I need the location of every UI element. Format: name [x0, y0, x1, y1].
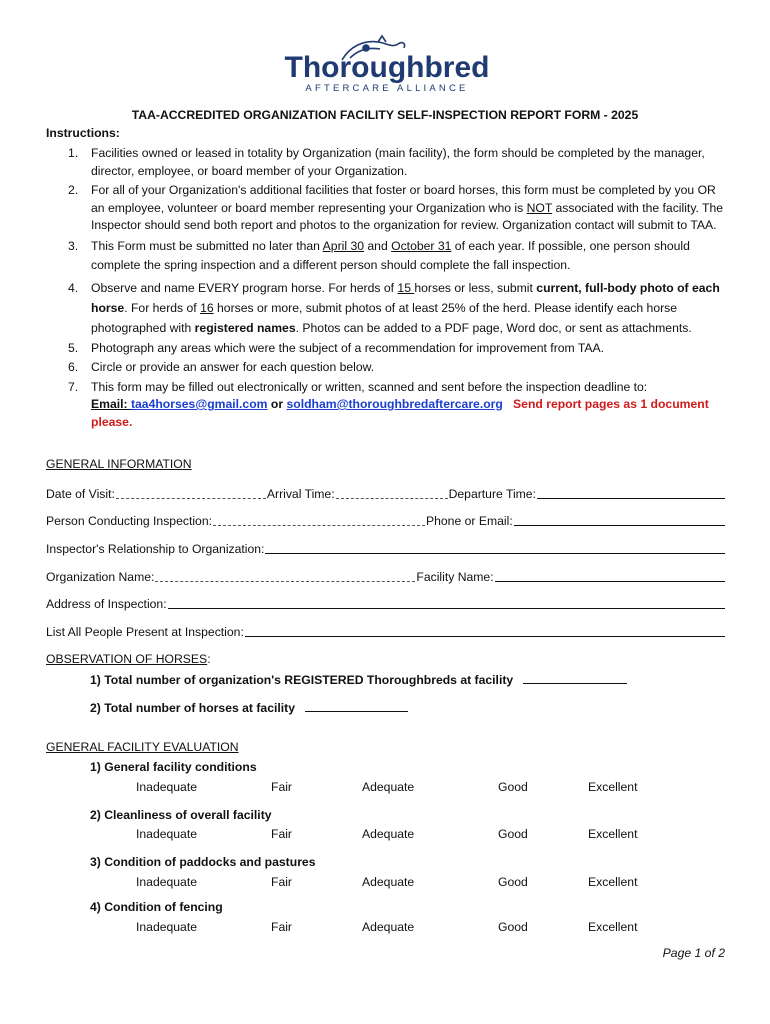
instruction-item: 5. Photograph any areas which were the subject of a recommendation for improvement from TAA.: [68, 340, 605, 355]
date-of-visit-field[interactable]: [116, 486, 266, 499]
person-row: Person Conducting Inspection: Phone or Email:: [46, 513, 726, 528]
logo-subtitle: AFTERCARE ALLIANCE: [305, 83, 469, 94]
email-label: Email:: [91, 397, 131, 411]
send-note: Send report pages as 1 document please.: [91, 397, 709, 429]
rating-inadequate[interactable]: Inadequate: [136, 827, 197, 841]
relationship-row: Inspector's Relationship to Organization:: [46, 541, 726, 556]
instructions-heading: Instructions:: [46, 126, 120, 140]
rating-adequate[interactable]: Adequate: [362, 780, 415, 794]
email-link-soldham[interactable]: soldham@thoroughbredaftercare.org: [286, 397, 503, 411]
eval-question-1: 1) General facility conditions: [90, 760, 257, 774]
eval-question-4: 4) Condition of fencing: [90, 900, 223, 914]
instruction-item: 3. This Form must be submitted no later than April 30 and October 31 of each year. If possible, one person should complete the spring inspection and a different person should complete the fall inspection.: [68, 238, 690, 272]
registered-count-field[interactable]: [523, 673, 627, 684]
form-title: TAA-ACCREDITED ORGANIZATION FACILITY SELF-INSPECTION REPORT FORM - 2025: [131, 108, 639, 122]
logo-wordmark: Thoroughbred: [284, 51, 490, 84]
thoroughbred-logo: [280, 34, 495, 96]
rating-fair[interactable]: Fair: [271, 780, 292, 794]
registered-count-question: 1) Total number of organization's REGISTERED Thoroughbreds at facility: [90, 673, 627, 687]
total-horses-question: 2) Total number of horses at facility: [90, 701, 408, 715]
address-field[interactable]: [168, 596, 725, 609]
rating-good[interactable]: Good: [498, 920, 528, 934]
rating-excellent[interactable]: Excellent: [588, 875, 638, 889]
rating-adequate[interactable]: Adequate: [362, 827, 415, 841]
instruction-item: 1. Facilities owned or leased in totality by Organization (main facility), the form should be completed by the manager, director, employee, or board member of your Organization.: [68, 146, 705, 178]
org-facility-row: Organization Name: Facility Name:: [46, 569, 726, 584]
rating-good[interactable]: Good: [498, 780, 528, 794]
rating-fair[interactable]: Fair: [271, 827, 292, 841]
page-number: Page 1 of 2: [662, 946, 725, 960]
instruction-item: 7. This form may be filled out electronically or written, scanned and sent before the inspection deadline to: Email: taa4horses@gmail.com or soldham@thoroughbredaftercare.org Send report pages as 1 document please.: [68, 379, 709, 429]
departure-time-field[interactable]: [537, 486, 725, 499]
rating-excellent[interactable]: Excellent: [588, 780, 638, 794]
email-link-taa[interactable]: taa4horses@gmail.com: [130, 397, 268, 411]
general-info-heading: GENERAL INFORMATION: [46, 457, 192, 471]
visit-times-row: Date of Visit: Arrival Time: Departure Time:: [46, 486, 726, 501]
eval-question-2: 2) Cleanliness of overall facility: [90, 808, 272, 822]
eval-question-3: 3) Condition of paddocks and pastures: [90, 855, 316, 869]
arrival-time-field[interactable]: [336, 486, 448, 499]
organization-name-field[interactable]: [155, 569, 415, 582]
rating-adequate[interactable]: Adequate: [362, 875, 415, 889]
people-present-row: List All People Present at Inspection:: [46, 624, 726, 639]
rating-fair[interactable]: Fair: [271, 920, 292, 934]
observation-heading: OBSERVATION OF HORSES:: [46, 652, 211, 666]
rating-fair[interactable]: Fair: [271, 875, 292, 889]
rating-good[interactable]: Good: [498, 827, 528, 841]
rating-inadequate[interactable]: Inadequate: [136, 875, 197, 889]
rating-adequate[interactable]: Adequate: [362, 920, 415, 934]
total-horses-field[interactable]: [305, 701, 408, 712]
relationship-field[interactable]: [265, 541, 725, 554]
phone-email-field[interactable]: [514, 513, 725, 526]
rating-excellent[interactable]: Excellent: [588, 920, 638, 934]
instruction-item: 6. Circle or provide an answer for each question below.: [68, 360, 375, 374]
person-conducting-field[interactable]: [213, 513, 425, 526]
rating-good[interactable]: Good: [498, 875, 528, 889]
people-present-field[interactable]: [245, 624, 725, 637]
instruction-item: 2. For all of your Organization's additional facilities that foster or board horses, this form must be completed by you OR an employee, volunteer or board member representing your Organization who is NOT associated with the facility. The Inspector should send both report and photos to the organization for review. Organization contact will submit to TAA.: [68, 183, 724, 232]
instructions-list: [46, 145, 726, 433]
address-row: Address of Inspection:: [46, 596, 726, 611]
rating-inadequate[interactable]: Inadequate: [136, 920, 197, 934]
rating-inadequate[interactable]: Inadequate: [136, 780, 197, 794]
facility-name-field[interactable]: [495, 569, 725, 582]
rating-excellent[interactable]: Excellent: [588, 827, 638, 841]
instruction-item: 4. Observe and name EVERY program horse. For herds of 15 horses or less, submit current, full-body photo of each horse. For herds of 16 horses or more, submit photos of at least 25% of the herd. Please identify each horse photographed with registered names. Photos can be added to a PDF page, Word doc, or sent as attachments.: [68, 280, 720, 335]
facility-eval-heading: GENERAL FACILITY EVALUATION: [46, 740, 239, 754]
